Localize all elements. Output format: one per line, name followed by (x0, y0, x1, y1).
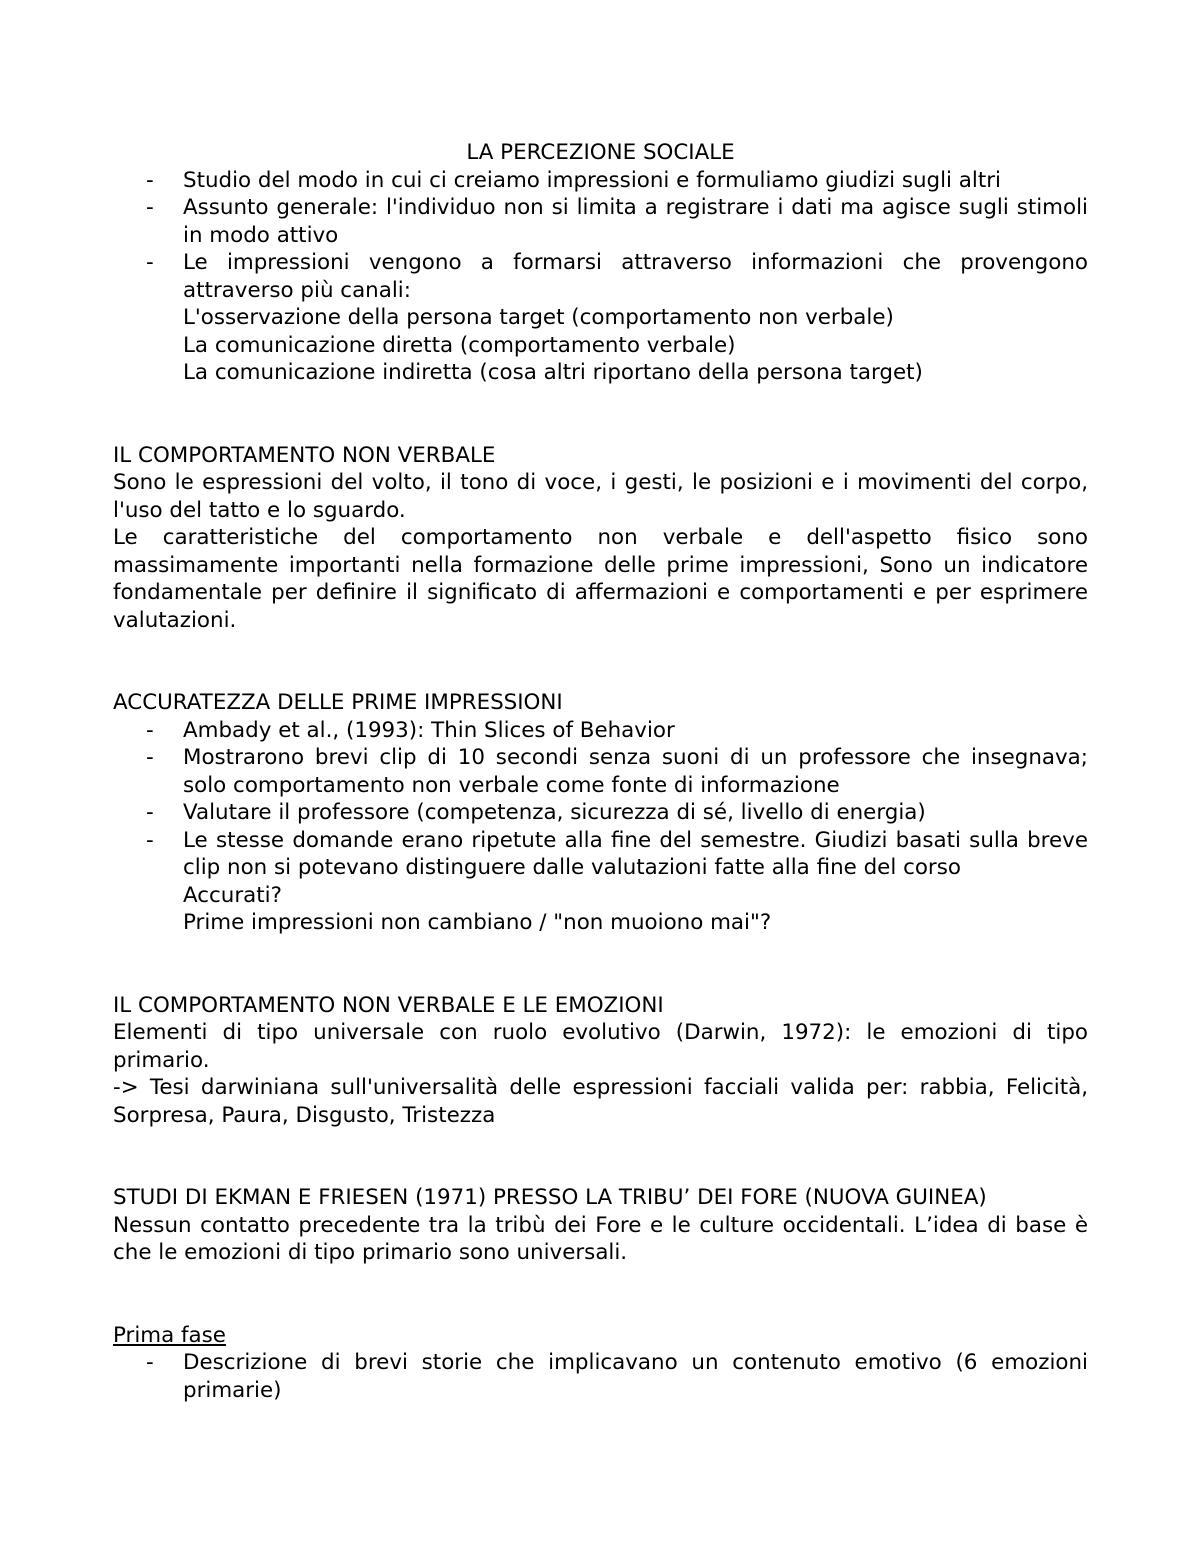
heading-prima-fase: Prima fase (113, 1322, 226, 1348)
heading-ekman-friesen: STUDI DI EKMAN E FRIESEN (1971) PRESSO LA TRIBU’ DEI FORE (NUOVA GUINEA) (113, 1185, 987, 1210)
paragraph: Sono le espressioni del volto, il tono di voce, i gesti, le posizioni e i movimenti del corpo, l'uso del tatto e lo sguardo. (113, 470, 1088, 523)
list-prima-fase (113, 1349, 1088, 1404)
sub-item: Prime impressioni non cambiano / "non muoiono mai"? (183, 910, 772, 935)
list-item: - Mostrarono brevi clip di 10 secondi senza suoni di un professore che insegnava; solo comportamento non verbale come fonte di informazione (113, 744, 1088, 799)
sub-item: Accurati? (183, 882, 282, 908)
list-item: - Le impressioni vengono a formarsi attraverso informazioni che provengono attraverso più canali: (113, 249, 1088, 304)
paragraph: Nessun contatto precedente tra la tribù dei Fore e le culture occidentali. L’idea di base è che le emozioni di tipo primario sono universali. (113, 1212, 1088, 1265)
list-item: - Ambady et al., (1993): Thin Slices of Behavior (113, 717, 1088, 745)
list-item: - Valutare il professore (competenza, sicurezza di sé, livello di energia) (113, 799, 1088, 827)
list-accuratezza (113, 717, 1088, 937)
document-page (113, 139, 1088, 1404)
heading-accuratezza: ACCURATEZZA DELLE PRIME IMPRESSIONI (113, 690, 563, 715)
sub-item: La comunicazione diretta (comportamento verbale) (183, 332, 736, 358)
heading-comportamento-non-verbale: IL COMPORTAMENTO NON VERBALE (113, 442, 496, 468)
list-item: - Studio del modo in cui ci creiamo impressioni e formuliamo giudizi sugli altri (113, 167, 1088, 195)
sub-item: L'osservazione della persona target (comportamento non verbale) (183, 305, 894, 330)
paragraph: -> Tesi darwiniana sull'universalità delle espressioni facciali valida per: rabbia, Felicità, Sorpresa, Paura, Disgusto, Tristezza (113, 1075, 1088, 1128)
sub-item: La comunicazione indiretta (cosa altri riportano della persona target) (183, 360, 923, 385)
paragraph: Elementi di tipo universale con ruolo evolutivo (Darwin, 1972): le emozioni di tipo primario. (113, 1020, 1088, 1073)
list-percezione (113, 167, 1088, 387)
list-item: - Le stesse domande erano ripetute alla fine del semestre. Giudizi basati sulla breve clip non si potevano distinguere dalle valutazioni fatte alla fine del corso (113, 827, 1088, 882)
list-item: - Descrizione di brevi storie che implicavano un contenuto emotivo (6 emozioni primarie) (113, 1349, 1088, 1404)
heading-emozioni: IL COMPORTAMENTO NON VERBALE E LE EMOZIONI (113, 992, 664, 1018)
title-percezione-sociale: LA PERCEZIONE SOCIALE (466, 140, 735, 165)
paragraph: Le caratteristiche del comportamento non verbale e dell'aspetto fisico sono massimamente importanti nella formazione delle prime impressioni, Sono un indicatore fondamentale per definire il significato di affermazioni e comportamenti e per esprimere valutazioni. (113, 525, 1088, 633)
list-item: - Assunto generale: l'individuo non si limita a registrare i dati ma agisce sugli stimoli in modo attivo (113, 194, 1088, 249)
